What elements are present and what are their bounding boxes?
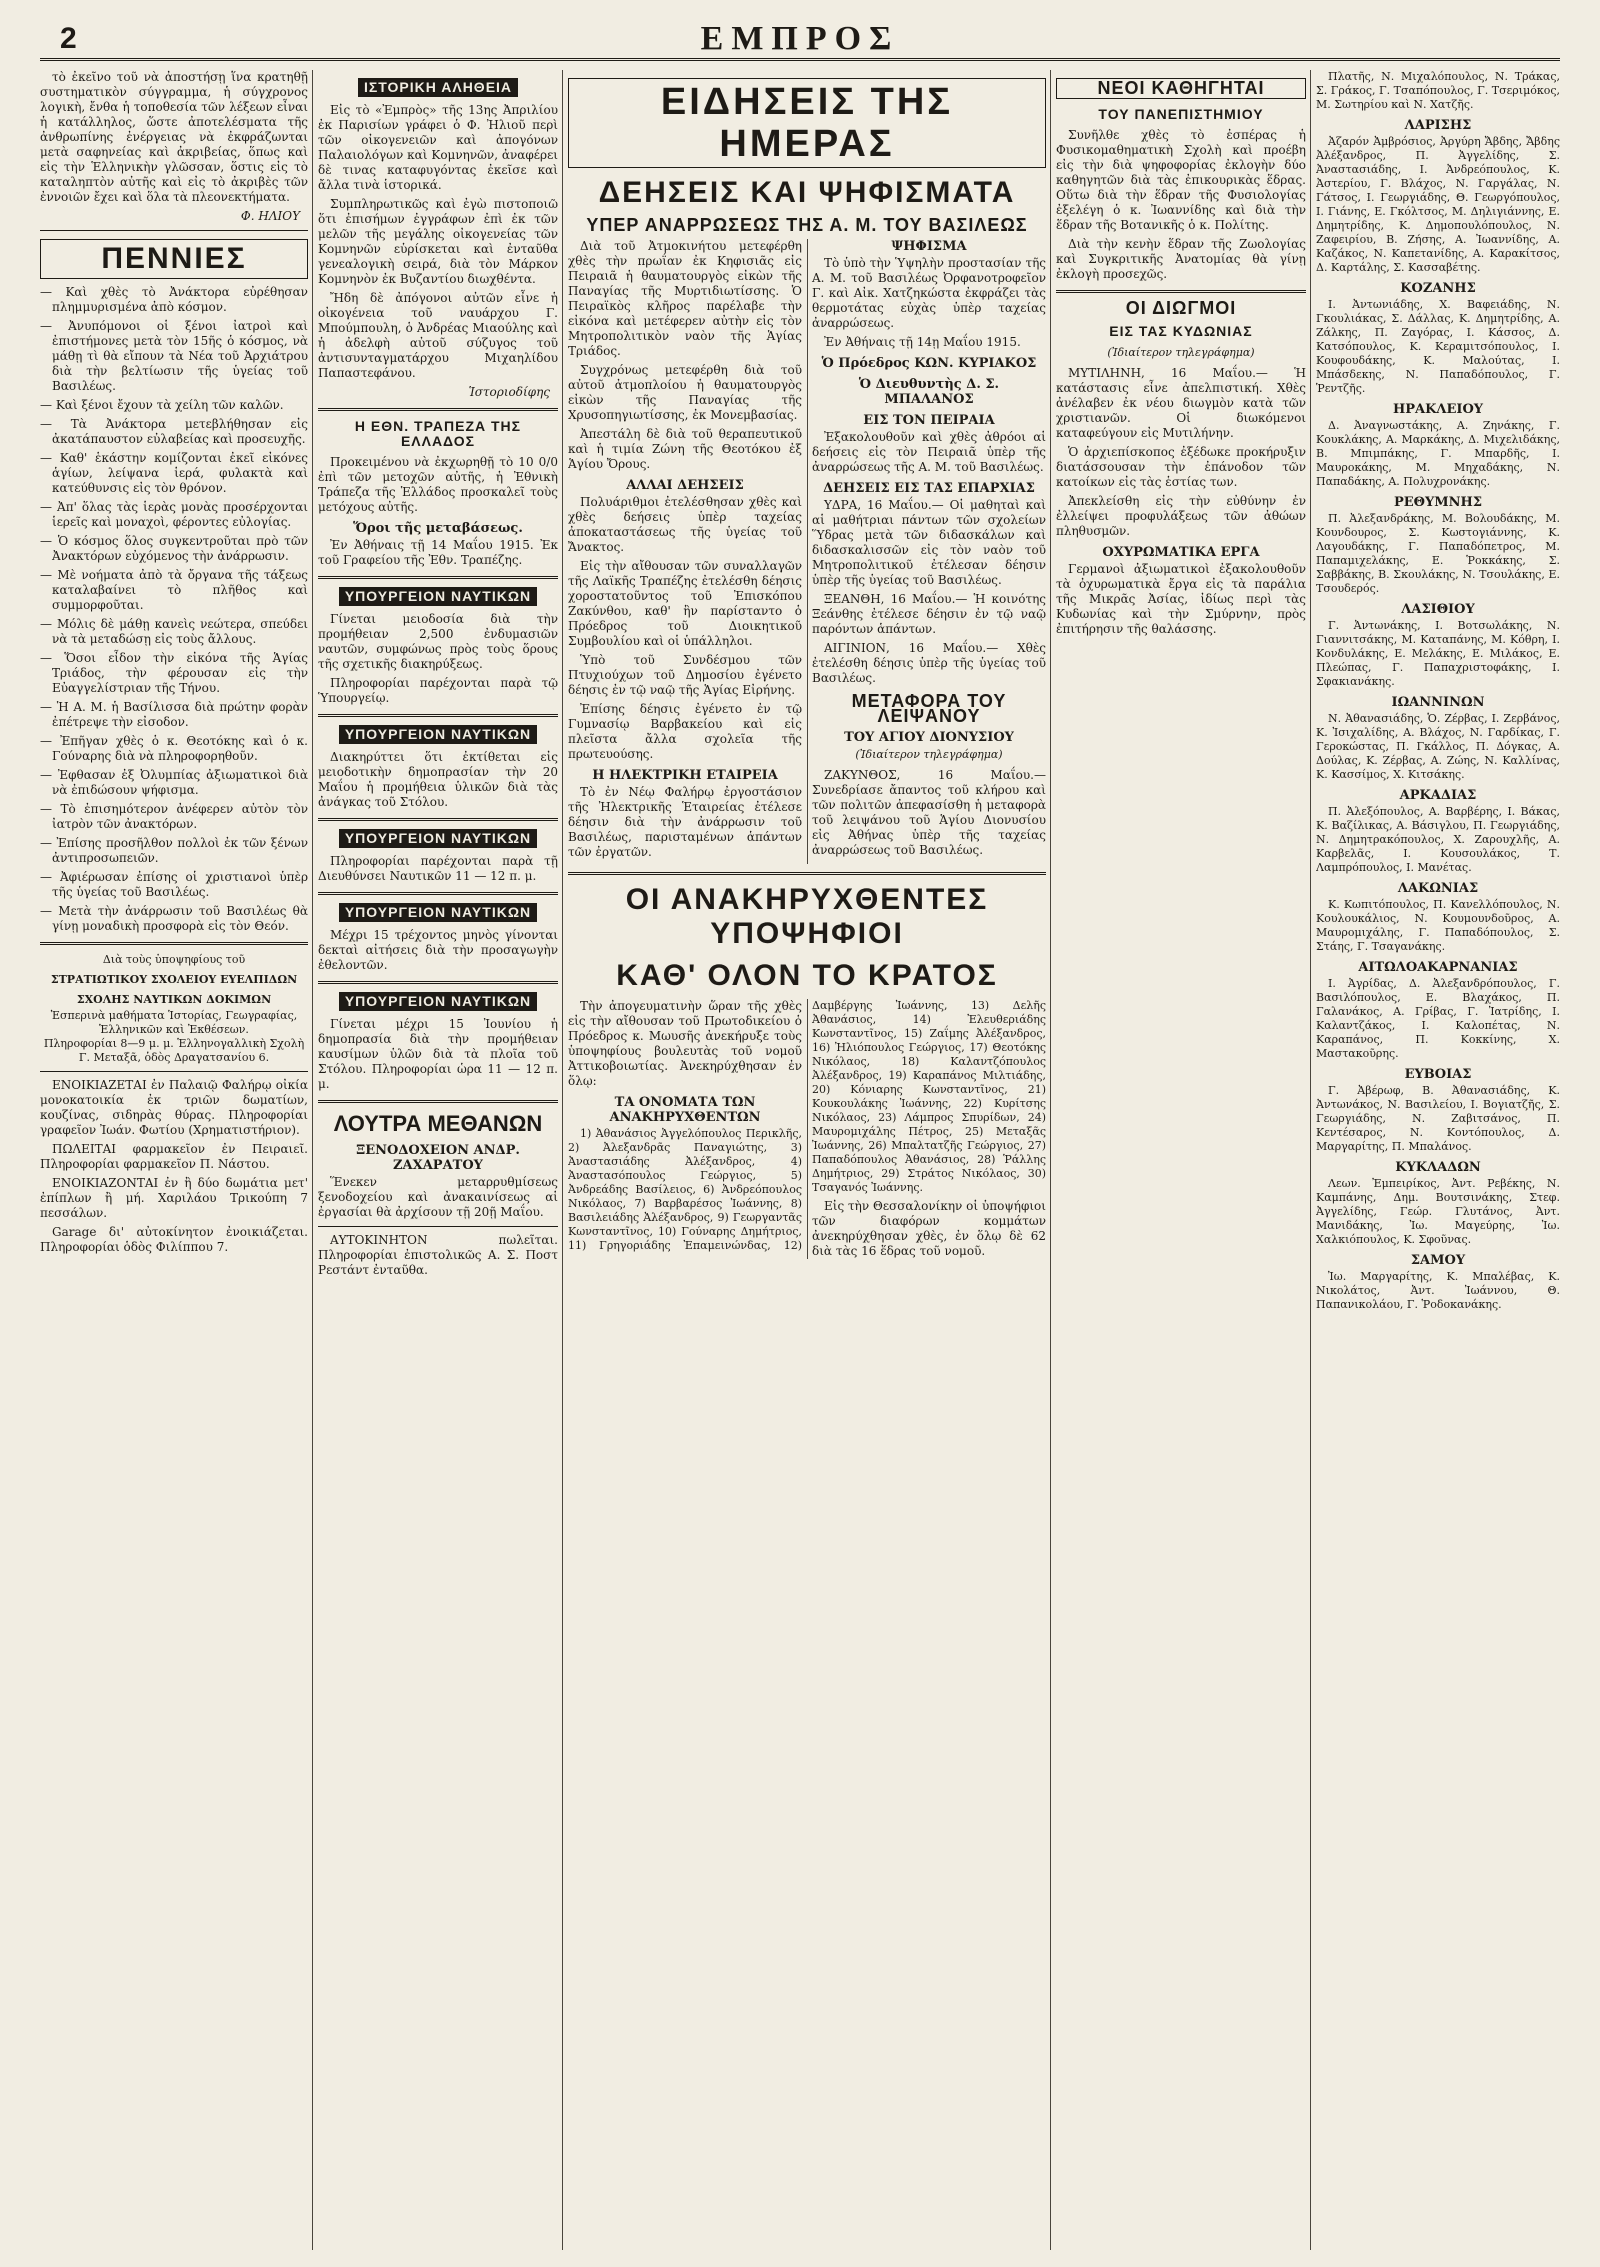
ministry-paragraph: Πληροφορίαι παρέχονται παρὰ τῇ Διευθύνσει Ναυτικῶν 11 — 12 π. μ. <box>318 854 558 883</box>
professors-subheading: ΤΟΥ ΠΑΝΕΠΙΣΤΗΜΙΟΥ <box>1098 106 1264 122</box>
region-heading: ΑΡΚΑΔΙΑΣ <box>1399 788 1477 803</box>
pennies-item: — Μόλις δὲ μάθῃ κανεὶς νεώτερα, σπεύδει νὰ τὰ μεταδώσῃ εἰς τοὺς ἄλλους. <box>40 617 308 647</box>
pennies-item: — Μετὰ τὴν ἀνάρρωσιν τοῦ Βασιλέως θὰ γίνῃ μοναδικὴ προσφορὰ εἰς τὸν Θεόν. <box>40 904 308 934</box>
persecution-heading: ΟΙ ΔΙΩΓΜΟΙ <box>1125 298 1237 318</box>
region-heading: ΕΥΒΟΙΑΣ <box>1404 1067 1472 1082</box>
page-number: 2 <box>60 22 77 55</box>
region-names: Γ. Ἀντωνάκης, Ι. Βοτσωλάκης, Ν. Γιαννιτσάκης, Μ. Καταπάνης, Μ. Κόθρη, Ι. Κονδυλάκης, Ε. Μελάκης, Ε. Μιλάκος, Ε. Πλεώπας, Γ. Παπαχριστοφάκης, Ι. Σφακιανάκης. <box>1316 619 1560 688</box>
relic-note: (Ἰδιαίτερον τηλεγράφημα) <box>855 748 1003 761</box>
history-paragraph: Εἰς τὸ «Ἐμπρὸς» τῆς 13ης Ἀπριλίου ἐκ Παρισίων γράφει ὁ Φ. Ἠλιοῦ περὶ τῶν οἰκογενειῶν καὶ ἀπογόνων Παλαιολόγων καὶ Κομνηνῶν, ἀναφέρει δὲ τινας καταφυγόντας ἐκεῖσε καὶ ἄλλα τινὰ ἱστορικά. <box>318 103 558 192</box>
candidates-names-heading: ΤΑ ΟΝΟΜΑΤΑ ΤΩΝ ΑΝΑΚΗΡΥΧΘΕΝΤΩΝ <box>609 1095 761 1125</box>
relic-subheading: ΤΟΥ ΑΓΙΟΥ ΔΙΟΝΥΣΙΟΥ <box>844 730 1014 745</box>
candidates-names: 1) Ἀθανάσιος Ἀγγελόπουλος Περικλῆς, 2) Ἀλεξανδρᾶς Παναγιώτης, 3) Ἀναστασιάδης Ἀλέξανδρος, 4) Ἀναστασόπουλος Γεώργιος, 5) Ἀνδρεάδης Βασίλειος, 6) Ἀνδρεόπουλος Νικόλαος, 7) Βαρβαρέσος Ἰωάννης, 8) Βασιλειάδης Ἀλέξανδρος, 9) Γεωργαντᾶς Κωνσταντῖνος, 10) Γούναρης Δημήτριος, 11) Γρηγοριάδης Ἐπαμεινώνδας, 12) Δαμβέργης Ἰωάννης, 13) Δελῆς Ἀθανάσιος, 14) Ἐλευθεριάδης Κωνσταντῖνος, 15) Ζαΐμης Ἀλέξανδρος, 16) Ἠλιόπουλος Γεώργιος, 17) Θεοτόκης Νικόλαος, 18) Καλαντζόπουλος Ἀλέξανδρος, 19) Καραπάνος Μιλτιάδης, 20) Κόνιαρης Κωνσταντῖνος, 21) Κουκουλάκης Ἰωάννης, 22) Κυρίτσης Νικόλαος, 23) Λάμπρος Σπυρίδων, 24) Μαυρομιχάλης Πέτρος, 25) Μεταξᾶς Ἰωάννης, 26) Μπαλτατζῆς Γεώργιος, 27) Παπαδόπουλος Ἀθανάσιος, 28) Ῥάλλης Δημήτριος, 29) Στράτος Νικόλαος, 30) Τσαγανός Ἰωάννης. <box>568 999 1046 1252</box>
paper-name: ΕΜΠΡΟΣ <box>700 20 900 57</box>
works-paragraph: Γερμανοὶ ἀξιωματικοὶ ἐξακολουθοῦν τὰ ὀχυρωματικὰ ἔργα εἰς τὰ παράλια τῆς Μικρᾶς Ἀσίας, ἰδίως περὶ τὰς Κυδωνίας καὶ τὴν Σμύρνην, πρὸς ἐπιτήρησιν τῆς θαλάσσης. <box>1056 562 1306 636</box>
ministry-heading: ΥΠΟΥΡΓΕΙΟΝ ΝΑΥΤΙΚΩΝ <box>339 903 537 922</box>
candidates-intro: Τὴν ἀπογευματινὴν ὥραν τῆς χθὲς εἰς τὴν αἴθουσαν τοῦ Πρωτοδικείου ὁ Πρόεδρος κ. Μωυσῆς ἀνεκήρυξε τοὺς ὑποψηφίους βουλευτὰς τοῦ νομοῦ Ἀττικοβοιωτίας. Ἀνεκηρύχθησαν ἐν ὅλῳ: <box>568 999 802 1088</box>
professors-paragraph: Διὰ τὴν κενὴν ἕδραν τῆς Ζωολογίας καὶ Συγκριτικῆς Ἀνατομίας θὰ γίνῃ ἐκλογὴ προσεχῶς. <box>1056 237 1306 281</box>
candidates-subheading: ΚΑΘ' ΟΛΟΝ ΤΟ ΚΡΑΤΟΣ <box>616 959 998 992</box>
main-section-heading: ΕΙΔΗΣΕΙΣ ΤΗΣ ΗΜΕΡΑΣ <box>568 78 1046 168</box>
electric-paragraph: Τὸ ἐν Νέῳ Φαλήρῳ ἐργοστάσιον τῆς Ἠλεκτρικῆς Ἑταιρείας ἐτέλεσε δέησιν διὰ τὴν ἀνάρρωσιν τοῦ Βασιλέως, παρισταμένων ἁπάντων τῶν ἐργατῶν. <box>568 785 802 859</box>
pennies-item: — Ἐφθασαν ἐξ Ὀλυμπίας ἀξιωματικοὶ διὰ νὰ ἐπιδώσουν ψήφισμα. <box>40 768 308 798</box>
pennies-item: — Ἀνυπόμονοι οἱ ξένοι ἰατροὶ καὶ ἐπιστήμονες μετὰ τὸν 15ῆς ὁ κόσμος, νὰ μάθῃ τὶ θὰ εἴπουν τὰ Νέα τοῦ Ἀρχιάτρου διὰ τὴν βελτίωσιν τῆς ὑγείας τοῦ Βασιλέως. <box>40 319 308 394</box>
pennies-item: — Ἐπίσης προσῆλθον πολλοὶ ἐκ τῶν ξένων ἀντιπροσωπειῶν. <box>40 836 308 866</box>
divider <box>1056 290 1306 293</box>
eparchy-paragraph: ΑΙΓΙΝΙΟΝ, 16 Μαΐου.— Χθὲς ἐτελέσθη δέησις ὑπὲρ τῆς ὑγείας τοῦ Βασιλέως. <box>812 641 1046 685</box>
notice-line: Ἑσπερινὰ μαθήματα Ἱστορίας, Γεωγραφίας, Ἑλληνικῶν καὶ Ἐκθέσεων. <box>50 1009 298 1036</box>
electric-heading: Η ΗΛΕΚΤΡΙΚΗ ΕΤΑΙΡΕΙΑ <box>592 768 778 783</box>
ministry-heading: ΥΠΟΥΡΓΕΙΟΝ ΝΑΥΤΙΚΩΝ <box>339 587 537 606</box>
pennies-item: — Τὸ ἐπισημότερον ἀνέφερεν αὐτὸν τὸν ἰατρὸν τῶν ἀνακτόρων. <box>40 802 308 832</box>
other-prayers-heading: ΑΛΛΑΙ ΔΕΗΣΕΙΣ <box>626 478 744 493</box>
baths-ad-text: Ἕνεκεν μεταρρυθμίσεως ξενοδοχείου καὶ ἀνακαινίσεως αἱ ἐργασίαι θὰ ἀρχίσουν τῇ 20ῇ Μαΐου. <box>318 1175 558 1219</box>
resolution-paragraph: Τὸ ὑπὸ τὴν Ὑψηλὴν προστασίαν τῆς Α. Μ. τοῦ Βασιλέως Ὀρφανοτροφεῖον Γ. καὶ Αἰκ. Χατζηκώστα ἐκφράζει τὰς θερμοτάτας εὐχὰς ὑπὲρ ταχείας ἀναρρώσεως. <box>812 256 1046 330</box>
persecution-subheading: ΕΙΣ ΤΑΣ ΚΥΔΩΝΙΑΣ <box>1109 323 1253 339</box>
regions-list <box>1316 118 1560 1312</box>
bank-heading: Η ΕΘΝ. ΤΡΑΠΕΖΑ ΤΗΣ ΕΛΛΑΔΟΣ <box>354 418 522 449</box>
region-heading: ΚΟΖΑΝΗΣ <box>1400 281 1476 296</box>
bank-paragraph: Ἐν Ἀθήναις τῇ 14 Μαΐου 1915. Ἐκ τοῦ Γραφείου τῆς Ἐθν. Τραπέζης. <box>318 538 558 567</box>
divider <box>40 230 308 231</box>
column-5 <box>1316 70 1560 2250</box>
other-prayers-paragraph: Εἰς τὴν αἴθουσαν τῶν συναλλαγῶν τῆς Λαϊκῆς Τραπέζης ἐτελέσθη δέησις χοροστατοῦντος τοῦ Ἐπισκόπου Ζακύνθου, καθ' ἣν παρίσταντο ὁ Πρόεδρος τοῦ Διοικητικοῦ Συμβουλίου καὶ οἱ ὑπάλληλοι. <box>568 559 802 648</box>
region-names: Ι. Ἀγρίδας, Δ. Ἀλεξανδρόπουλος, Γ. Βασιλόπουλος, Ε. Βλαχάκος, Π. Γαλανάκος, Α. Γρίβας, Γ. Ἰατρίδης, Ι. Καλαντζάκος, Ι. Καλοπέτας, Ν. Καραπάνος, Π. Κοκκίνης, Χ. Μαστακοῦρης. <box>1316 977 1560 1060</box>
history-heading: ΙΣΤΟΡΙΚΗ ΑΛΗΘΕΙΑ <box>358 78 518 97</box>
ministry-paragraph: Πληροφορίαι παρέχονται παρὰ τῷ Ὑπουργείῳ. <box>318 676 558 705</box>
divider <box>318 714 558 717</box>
pennies-item: — Ἀφιέρωσαν ἐπίσης οἱ χριστιανοὶ ὑπὲρ τῆς ὑγείας τοῦ Βασιλέως. <box>40 870 308 900</box>
region-names: Κ. Κωπιτόπουλος, Π. Κανελλόπουλος, Ν. Κουλουκάλιος, Ν. Κουμουνδοῦρος, Α. Μαυρομιχάλης, Γ. Παπαδόπουλος, Σ. Στάης, Γ. Τσαγανάκης. <box>1316 898 1560 953</box>
list-continued-text: Πλατῆς, Ν. Μιχαλόπουλος, Ν. Τράκας, Σ. Γράκος, Γ. Τσαπόπουλος, Γ. Τσεριμόκος, Μ. Σωτηρίου καὶ Ν. Χατζῆς. <box>1316 70 1560 111</box>
persecution-paragraph: ΜΥΤΙΛΗΝΗ, 16 Μαΐου.— Ἡ κατάστασις εἶνε ἀπελπιστική. Χθὲς ἀνέλαβεν ἐκ νέου διωγμὸν κατὰ τῶν χριστιανῶν. Οἱ διωκόμενοι καταφεύγουν εἰς Μυτιλήνην. <box>1056 366 1306 440</box>
prayers-paragraph: Ἀπεστάλη δὲ διὰ τοῦ θεραπευτικοῦ καὶ ἡ τιμία Ζώνη τῆς Θεοτόκου ἐξ Ἁγίου Ὄρους. <box>568 427 802 471</box>
divider <box>318 892 558 895</box>
pennies-item: — Μὲ νοήματα ἀπὸ τὰ ὄργανα τῆς τάξεως καταλαβαίνει τὸ πλῆθος καὶ συμμορφοῦται. <box>40 568 308 613</box>
column-1 <box>40 70 308 2250</box>
region-names: Ν. Ἀθανασιάδης, Ὁ. Ζέρβας, Ι. Ζερβάνος, Κ. Ἰσιχαλίδης, Α. Βλάχος, Ν. Γαρδίκας, Γ. Γεροκώστας, Π. Γκάλλος, Π. Δόγκας, Α. Δούλας, Κ. Ζέρβας, Α. Ζώης, Ν. Καλλίνας, Κ. Κασσίμος, Χ. Κιτσάκης. <box>1316 712 1560 781</box>
ministry-paragraph: Γίνεται μέχρι 15 Ἰουνίου ἡ δημοπρασία διὰ τὴν προμήθειαν καυσίμων ὑλῶν διὰ τὰ πλοῖα τοῦ Στόλου. Πληροφορίαι ὡρα 11 — 12 π. μ. <box>318 1017 558 1091</box>
pennies-item: — Ἀπ' ὅλας τὰς ἱερὰς μονὰς προσέρχονται ἱερεῖς καὶ μοναχοὶ, φέροντες εὐλογίας. <box>40 500 308 530</box>
divider <box>40 942 308 945</box>
resolution-date: Ἐν Ἀθήναις τῇ 14ῃ Μαΐου 1915. <box>824 335 1021 349</box>
pennies-item: — Ἡ Α. Μ. ἡ Βασίλισσα διὰ πρώτην φορὰν ἐπέτρεψε τὴν εἰσοδον. <box>40 700 308 730</box>
region-heading: ΙΩΑΝΝΙΝΩΝ <box>1391 695 1485 710</box>
region-heading: ΗΡΑΚΛΕΙΟΥ <box>1392 402 1484 417</box>
region-heading: ΡΕΘΥΜΝΗΣ <box>1393 495 1483 510</box>
notice-line: Πληροφορίαι 8—9 μ. μ. Ἑλληνογαλλικὴ Σχολὴ Γ. Μεταξᾶ, ὁδὸς Δραγατσανίου 6. <box>43 1037 305 1064</box>
other-prayers-paragraph: Πολυάριθμοι ἐτελέσθησαν χθὲς καὶ χθὲς δεήσεις ὑπὲρ ταχείας ἀποκαταστάσεως τῆς ὑγείας τοῦ Ἄνακτος. <box>568 495 802 554</box>
divider <box>40 1071 308 1072</box>
candidates-more: Εἰς τὴν Θεσσαλονίκην οἱ ὑποψήφιοι τῶν διαφόρων κομμάτων ἀνεκηρύχθησαν χθὲς, ἐν ὅλῳ δὲ 62 διὰ τὰς 16 ἕδρας τοῦ νομοῦ. <box>812 1199 1046 1258</box>
piraeus-heading: ΕΙΣ ΤΟΝ ΠΕΙΡΑΙΑ <box>863 413 995 428</box>
region-heading: ΛΑΣΙΘΙΟΥ <box>1401 602 1475 617</box>
masthead <box>40 22 1560 61</box>
article-signature: Φ. ΗΛΙΟΥ <box>240 209 300 223</box>
resolution-heading: ΨΗΦΙΣΜΑ <box>891 239 967 254</box>
relic-paragraph: ΖΑΚΥΝΘΟΣ, 16 Μαΐου.— Συνεδρίασε ἄπαντος τοῦ κλήρου καὶ τῶν πολιτῶν ἀπεφασίσθη ἡ μεταφορὰ τοῦ λειψάνου τοῦ Ἁγίου Διονυσίου εἰς Ἀθήνας ὑπὲρ τῆς ταχείας ἀναρρώσεως τοῦ Βασιλέως. <box>812 768 1046 857</box>
region-names: Ι. Ἀντωνιάδης, Χ. Βαφειάδης, Ν. Γκουλιάκας, Σ. Δάλλας, Κ. Δημητρίδης, Α. Ζάλκης, Π. Ζαγόρας, Ι. Κάσσος, Δ. Κατσόπουλος, Κ. Κεραμιτσόπουλος, Ι. Κουφουδάκης, Κ. Μαλούτας, Ι. Μπάσδεκης, Ν. Παπαδόπουλος, Γ. Ῥεντζῆς. <box>1316 298 1560 395</box>
classified-ad: ΕΝΟΙΚΙΑΖΟΝΤΑΙ ἐν ἢ δύο δωμάτια μετ' ἐπίπλων ἢ μή. Χαριλάου Τρικούπη 7 πεσσάλων. <box>40 1176 308 1220</box>
pennies-item: — Καθ' ἑκάστην κομίζονται ἐκεῖ εἰκόνες ἁγίων, λείψανα ἱερά, φυλακτὰ καὶ κατεύθυνσις εἰς τὸν θρόνον. <box>40 451 308 496</box>
region-heading: ΑΙΤΩΛΟΑΚΑΡΝΑΝΙΑΣ <box>1358 960 1518 975</box>
eparchy-heading: ΔΕΗΣΕΙΣ ΕΙΣ ΤΑΣ ΕΠΑΡΧΙΑΣ <box>823 481 1035 496</box>
column-rule <box>562 70 563 2250</box>
ministry-paragraph: Μέχρι 15 τρέχοντος μηνὸς γίνονται δεκταὶ αἰτήσεις διὰ τὴν προσαγωγὴν ἐθελοντῶν. <box>318 928 558 972</box>
persecution-note: (Ἰδιαίτερον τηλεγράφημα) <box>1107 346 1255 359</box>
region-names: Γ. Ἀβέρωφ, Β. Ἀθανασιάδης, Κ. Ἀντωνάκος, Ν. Βασιλείου, Ι. Βογιατζῆς, Σ. Γεωργιάδης, Ν. Ζαβιτσάνος, Π. Κεντέσαρος, Ν. Κοντόπουλος, Δ. Μαργαρίτης, Π. Μπαλάνος. <box>1316 1084 1560 1153</box>
divider <box>318 1100 558 1103</box>
pennies-item: — Ὅσοι εἶδον τὴν εἰκόνα τῆς Ἁγίας Τριάδος, τὴν φέρουσαν εἰς τὴν Εὐαγγελίστριαν τῆς Τήνου. <box>40 651 308 696</box>
professors-heading: ΝΕΟΙ ΚΑΘΗΓΗΤΑΙ <box>1056 78 1306 99</box>
eparchy-paragraph: ΥΔΡΑ, 16 Μαΐου.— Οἱ μαθηταὶ καὶ αἱ μαθήτριαι πάντων τῶν σχολείων Ὕδρας μετὰ τῶν διδασκάλων καὶ διδασκαλισσῶν εἰς τὸν ναὸν τοῦ Μητροπολιτικοῦ ἐτέλεσαν δέησιν ὑπὲρ τῆς ὑγείας τοῦ Βασιλέως. <box>812 498 1046 587</box>
region-heading: ΚΥΚΛΑΔΩΝ <box>1395 1160 1481 1175</box>
pennies-item: — Τὰ Ἀνάκτορα μετεβλήθησαν εἰς ἀκατάπαυστον εὐλαβείας καὶ προσευχῆς. <box>40 417 308 447</box>
pennies-item: — Καὶ χθὲς τὸ Ἀνάκτορα εὐρέθησαν πλημμυρισμένα ἀπὸ κόσμον. <box>40 285 308 315</box>
region-heading: ΛΑΚΩΝΙΑΣ <box>1397 881 1479 896</box>
car-ad-text: ΑΥΤΟΚΙΝΗΤΟΝ πωλεῖται. Πληροφορίαι ἐπιστολικῶς Α. Σ. Ποστ Ρεστάντ ἐνταῦθα. <box>318 1233 558 1277</box>
divider <box>318 408 558 411</box>
region-names: Π. Ἀλεξόπουλος, Α. Βαρβέρης, Ι. Βάκας, Κ. Βαζίλικας, Α. Βάσιγλου, Π. Γεωργιάδης, Ν. Δημητρακόπουλος, Χ. Ζαρουχλῆς, Α. Καρβελᾶς, Ι. Κουσουλάκος, Τ. Λαμπρόπουλος, Ι. Μανέτας. <box>1316 805 1560 874</box>
column-3 <box>568 70 1046 2250</box>
notice-line: Διὰ τοὺς ὑποψηφίους τοῦ <box>102 953 246 966</box>
notice-line: ΣΧΟΛΗΣ ΝΑΥΤΙΚΩΝ ΔΟΚΙΜΩΝ <box>76 993 272 1006</box>
resolution-signature: Ὁ Διευθυντὴς Δ. Σ. ΜΠΑΛΑΝΟΣ <box>858 377 1000 407</box>
column-2 <box>318 70 558 2250</box>
classified-ad: Garage δι' αὐτοκίνητον ἐνοικιάζεται. Πληροφορίαι ὁδὸς Φιλίππου 7. <box>40 1225 308 1254</box>
region-heading: ΣΑΜΟΥ <box>1410 1253 1466 1268</box>
school-notice <box>40 953 308 1065</box>
pennies-heading: ΠΕΝΝΙΕΣ <box>40 239 308 279</box>
region-names: Δ. Ἀναγνωστάκης, Α. Ζηνάκης, Γ. Κουκλάκης, Α. Μαρκάκης, Δ. Μιχελιδάκης, Β. Μπιμπάκης, Γ. Μπαρδῆς, Ι. Μαυροκάκης, Μ. Μηχαδάκης, Ν. Παπαδάκης, Α. Πολυχρονάκης. <box>1316 419 1560 488</box>
prayers-subheading: ΥΠΕΡ ΑΝΑΡΡΩΣΕΩΣ ΤΗΣ Α. Μ. ΤΟΥ ΒΑΣΙΛΕΩΣ <box>586 215 1028 235</box>
pennies-item: — Ὁ κόσμος ὅλος συγκεντροῦται πρὸ τῶν Ἀνακτόρων εὐχόμενος τὴν ἀνάρρωσιν. <box>40 534 308 564</box>
ministry-heading: ΥΠΟΥΡΓΕΙΟΝ ΝΑΥΤΙΚΩΝ <box>339 829 537 848</box>
other-prayers-paragraph: Ὑπὸ τοῦ Συνδέσμου τῶν Πτυχιούχων τοῦ Δημοσίου ἐγένετο δέησις ἐν τῷ ναῷ τῆς Ἁγίας Εἰρήνης. <box>568 653 802 697</box>
classified-ad: ΕΝΟΙΚΙΑΖΕΤΑΙ ἐν Παλαιῷ Φαλήρῳ οἰκία μονοκατοικία ἐκ τριῶν δωματίων, κουζίνας, σιδηρὰς θύρας. Πληροφορίαι γραφεῖον Ἰωάν. Φωτίου (Χρηματιστήριον). <box>40 1078 308 1137</box>
pennies-list <box>40 285 308 934</box>
column-4 <box>1056 70 1306 2250</box>
baths-ad-title: ΛΟΥΤΡΑ ΜΕΘΑΝΩΝ <box>333 1111 543 1136</box>
divider <box>318 818 558 821</box>
ministry-paragraph: Διακηρύττει ὅτι ἐκτίθεται εἰς μειοδοτικὴν δημοπρασίαν τὴν 20 Μαΐου ἡ προμήθεια ὑλικῶν διὰ τὰς ἀνάγκας τοῦ Στόλου. <box>318 750 558 809</box>
resolution-signature: Ὁ Πρόεδρος ΚΩΝ. ΚΥΡΙΑΚΟΣ <box>821 356 1037 371</box>
baths-ad-subtitle: ΞΕΝΟΔΟΧΕΙΟΝ ΑΝΔΡ. ΖΑΧΑΡΑΤΟΥ <box>356 1143 520 1173</box>
professors-paragraph: Συνῆλθε χθὲς τὸ ἐσπέρας ἡ Φυσικομαθηματικὴ Σχολὴ καὶ προέβη εἰς τὴν διὰ ψηφοφορίας ἐκλογὴν δύο καθηγητῶν διὰ τὰς ἐπικουρικὰς ἕδρας. Οὕτω διὰ τὴν ἕδραν τῆς Φυσιολογίας ἐξελέγη ὁ κ. Ἰωαννίδης καὶ διὰ τὴν ἕδραν τῆς Βοτανικῆς ὁ κ. Πολίτης. <box>1056 128 1306 232</box>
region-heading: ΛΑΡΙΣΗΣ <box>1404 118 1472 133</box>
divider <box>318 1226 558 1227</box>
history-paragraph: Ἤδη δὲ ἀπόγονοι αὐτῶν εἶνε ἡ οἰκογένεια τοῦ ναυάρχου Γ. Μπούμπουλη, ὁ Ἀνδρέας Μιαούλης καὶ ἡ ἀδελφὴ αὐτοῦ σύζυγος τοῦ ἀντισυνταγματάρχου Μιχαηλίδου Παπαστεφάνου. <box>318 291 558 380</box>
candidates-block <box>568 999 1046 1259</box>
divider <box>318 576 558 579</box>
pennies-item: — Καὶ ξένοι ἔχουν τὰ χείλη τῶν καλῶν. <box>40 398 308 413</box>
region-names: Λεων. Ἐμπειρίκος, Ἀντ. Ρεβέκης, Ν. Καμπάνης, Δημ. Βουτσινάκης, Στεφ. Ἀγγελίδης, Γεώρ. Γλυτάνος, Ἀντ. Μανιδάκης, Ἰω. Μαγεύρης, Ἰω. Χαλκιόπουλος, Κ. Σφοῦνας. <box>1316 1177 1560 1246</box>
column-rule <box>312 70 313 2250</box>
persecution-paragraph: Ἀπεκλείσθη εἰς τὴν εὐθύνην ἐν ἐλλείψει προφυλάξεως τῶν ἀθώων πληθυσμῶν. <box>1056 494 1306 538</box>
ministry-paragraph: Γίνεται μειοδοσία διὰ τὴν προμήθειαν 2,500 ἐνδυμασιῶν ναυτῶν, συμφώνως πρὸς τοὺς ὅρους τῆς σχετικῆς διακηρύξεως. <box>318 612 558 671</box>
prayers-heading: ΔΕΗΣΕΙΣ ΚΑΙ ΨΗΦΙΣΜΑΤΑ <box>598 176 1016 209</box>
divider <box>318 981 558 984</box>
relic-heading: ΜΕΤΑΦΟΡΑ ΤΟΥ ΛΕΙΨΑΝΟΥ <box>851 691 1007 726</box>
eparchy-paragraph: ΞΕΑΝΘΗ, 16 Μαΐου.— Ἡ κοινότης Ξεάνθης ἐτέλεσε δέησιν ἐν τῷ ναῷ παρόντων ἁπάντων. <box>812 592 1046 636</box>
history-signature: Ἱστοριοδίφης <box>468 385 550 399</box>
classifieds <box>40 1078 308 1255</box>
candidates-heading: ΟΙ ΑΝΑΚΗΡΥΧΘΕΝΤΕΣ ΥΠΟΨΗΦΙΟΙ <box>625 883 989 950</box>
pennies-item: — Ἐπῆγαν χθὲς ὁ κ. Θεοτόκης καὶ ὁ κ. Γούναρης διὰ νὰ πληροφορηθοῦν. <box>40 734 308 764</box>
piraeus-paragraph: Ἐξακολουθοῦν καὶ χθὲς ἀθρόοι αἱ δεήσεις εἰς τὸν Πειραιᾶ ὑπὲρ τῆς ἀναρρώσεως τῆς Α. Μ. τοῦ Βασιλέως. <box>812 430 1046 474</box>
ministry-heading: ΥΠΟΥΡΓΕΙΟΝ ΝΑΥΤΙΚΩΝ <box>339 992 537 1011</box>
bank-subheading: Ὅροι τῆς μεταβάσεως. <box>353 521 523 536</box>
works-heading: ΟΧΥΡΩΜΑΤΙΚΑ ΕΡΓΑ <box>1102 545 1260 560</box>
history-paragraph: Συμπληρωτικῶς καὶ ἐγὼ πιστοποιῶ ὅτι ἐπισήμων ἐγγράφων ἐπὶ ἐκ τῶν μελῶν τῆς μεγάλης οἰκογενείας τῶν Κομνηνῶν εὑρίσκεται καὶ ἐνταῦθα γενεαλογικὴ σειρά, διὰ τὸν Μάρκον Κομνηνὸν ἐκ Βυζαντίου διωχθέντα. <box>318 197 558 286</box>
news-two-column-block <box>568 239 1046 864</box>
ministry-heading: ΥΠΟΥΡΓΕΙΟΝ ΝΑΥΤΙΚΩΝ <box>339 725 537 744</box>
column-rule <box>1310 70 1311 2250</box>
prayers-paragraph: Διὰ τοῦ Ἀτμοκινήτου μετεφέρθη χθὲς τὴν πρωΐαν ἐκ Κηφισιᾶς εἰς Πειραιᾶ ἡ θαυματουργὸς εἰκὼν τῆς Παναγίας τῆς Μυρτιδιωτίσσης. Ὁ Πειραϊκὸς κλῆρος παρέλαβε τὴν εἰκόνα καὶ μετέφερεν αὐτὴν εἰς τὸν Μητροπολιτικὸν ναὸν τῆς Ἁγίας Τριάδος. <box>568 239 802 358</box>
region-names: Ἰω. Μαργαρίτης, Κ. Μπαλέβας, Κ. Νικολάτος, Ἀντ. Ἰωάννου, Θ. Παπανικολάου, Γ. Ῥοδοκανάκης. <box>1316 1270 1560 1311</box>
persecution-paragraph: Ὁ ἀρχιεπίσκοπος ἐξέδωκε προκήρυξιν διατάσσουσαν τὴν ἐπάνοδον τῶν κατοίκων εἰς τὰς ἑστίας των. <box>1056 445 1306 489</box>
notice-line: ΣΤΡΑΤΙΩΤΙΚΟΥ ΣΧΟΛΕΙΟΥ ΕΥΕΛΠΙΔΩΝ <box>50 973 298 986</box>
bank-paragraph: Προκειμένου νὰ ἐκχωρηθῇ τὸ 10 0/0 ἐπὶ τῶν μετοχῶν αὐτῆς, ἡ Ἐθνικὴ Τράπεζα τῆς Ἑλλάδος προσκαλεῖ τοὺς μετόχους αὐτῆς. <box>318 455 558 514</box>
column-rule <box>1050 70 1051 2250</box>
divider <box>568 872 1046 875</box>
classified-ad: ΠΩΛΕΙΤΑΙ φαρμακεῖον ἐν Πειραιεῖ. Πληροφορίαι φαρμακεῖον Π. Νάστου. <box>40 1142 308 1171</box>
other-prayers-paragraph: Ἐπίσης δέησις ἐγένετο ἐν τῷ Γυμνασίῳ Βαρβακείου καὶ εἰς πλεῖστα ἄλλα σχολεῖα τῆς πρωτευούσης. <box>568 702 802 761</box>
prayers-paragraph: Συγχρόνως μετεφέρθη διὰ τοῦ αὐτοῦ ἀτμοπλοίου ἡ θαυματουργὸς εἰκὼν τῆς Παναγίας τῆς Χρυσοπηγιωτίσσης, ἐκ Μονεμβασίας. <box>568 363 802 422</box>
region-names: Π. Ἀλεξανδράκης, Μ. Βολουδάκης, Μ. Κουνδουρος, Σ. Κωστογιάννης, Κ. Λαγουδάκης, Γ. Παπαδόπετρος, Μ. Παπαμιχελάκης, Ε. Ῥοκκάκης, Σ. Σαββάκης, Β. Σκουλάκης, Ν. Τσουλάκης, Ε. Τσουδερός. <box>1316 512 1560 595</box>
region-names: Ἀζαρόν Ἀμβρόσιος, Ἀργύρη Ἄβδης, Ἄβδης Ἀλέξανδρος, Π. Ἀγγελίδης, Σ. Ἀναστασιάδης, Ι. Ἀνδρεόπουλος, Κ. Ἀστερίου, Γ. Βλάχος, Ν. Γαργάλας, Ν. Γάτσος, Ι. Γεωργιάδης, Θ. Γεωργόπουλος, Ι. Γιάνης, Ε. Γκόλτσος, Μ. Δηλιγιάννης, Ε. Δημητρίδης, Κ. Δημοπουλόπουλος, Ν. Ζαφειρίου, Β. Ζήσης, Α. Ἰωαννίδης, Α. Καζάκος, Ν. Καπετανίδης, Α. Καρακίτσος, Δ. Καρτάλης, Σ. Κασσαβέτης. <box>1316 135 1560 274</box>
article-continued-text: τὸ ἐκεῖνο τοῦ νὰ ἀποστήσῃ ἵνα κρατηθῇ συστηματικὸν σύγγραμμα, ἡ σύγχρονος λογικὴ, ἔνθα ἡ τοποθεσία τῶν λέξεων εἶναι ἡ κατάλληλος, ὥστε ἀποτελέσματα τῆς ἀνθρωπίνης ἐνέργειας νὰ ἐκφράζωνται μετὰ σαφηνείας καὶ ἀκριβείας, ὅπως καὶ εἰς τὴν Ἑλληνικὴν γλῶσσαν, ὅστις εἰς τὸ καταληπτὸν αὐτῆς καὶ εἰς τὸ ἀκριβὲς τῶν ἐννοιῶν ἔχει καὶ ὅλα τὰ πλεονεκτήματα. <box>40 70 308 204</box>
